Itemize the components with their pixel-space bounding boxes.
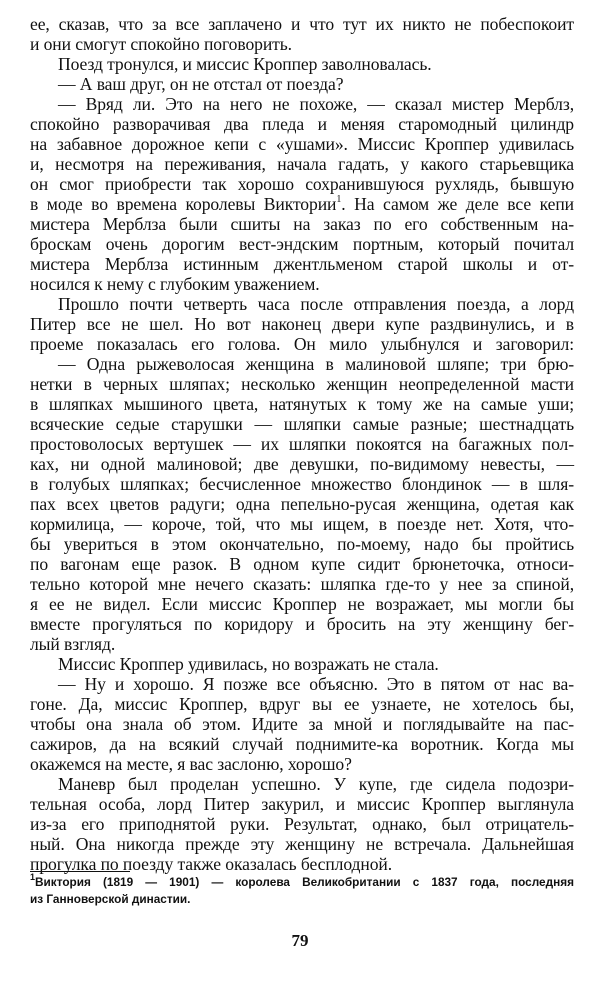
text-line: всяческие седые старушки — шляпки самые разные; шестнадцать (30, 414, 574, 434)
text-line: простоволосых вертушек — их шляпки покоятся на багажных пол- (30, 434, 574, 454)
text-line: сажиров, да на всякий случай поднимите-ка воротник. Когда мы (30, 734, 574, 754)
text-line: в шляпках мышиного цвета, натянутых к тому же на самые уши; (30, 394, 574, 414)
text-segment: в моде во времена королевы Виктории (30, 194, 337, 214)
text-line: тельно которой мне нечего сказать: шляпка где-то у нее за спиной, (30, 574, 574, 594)
text-line: я ее не видел. Если миссис Кроппер не возражает, мы могли бы (30, 594, 574, 614)
text-line: кормилица, — короче, той, что мы ищем, в поезде нет. Хотя, что- (30, 514, 574, 534)
footnote-line (30, 874, 574, 891)
text-line: Питер все не шел. Но вот наконец двери купе раздвинулись, и в (30, 314, 574, 334)
footnote-reference: 1 (336, 194, 342, 206)
text-segment: . На самом же деле все кепи (341, 194, 574, 214)
text-line: ках, ни одной малиновой; две девушки, по-видимому невесты, — (30, 454, 574, 474)
text-line: бы увериться в этом окончательно, по-моему, надо бы пройтись (30, 534, 574, 554)
text-line: ее, сказав, что за все заплачено и что тут их никто не побеспокоит (30, 14, 574, 34)
text-line: броскам очень дорогим вест-эндским портным, который почитал (30, 234, 574, 254)
text-line: Прошло почти четверть часа после отправления поезда, а лорд (58, 294, 574, 314)
text-line: по вагонам еще разок. В одном купе сидит брюнеточка, относи- (30, 554, 574, 574)
text-line: чтобы она знала об этом. Идите за мной и поглядывайте на пас- (30, 714, 574, 734)
text-line: пах всех цветов радуги; одна пепельно-русая женщина, одетая как (30, 494, 574, 514)
text-line: спокойно разворачивая два пледа и меняя старомодный цилиндр (30, 114, 574, 134)
text-line: и они смогут спокойно поговорить. (30, 34, 292, 54)
text-line: проеме показалась его голова. Он мило улыбнулся и заговорил: (30, 334, 574, 354)
text-line (30, 194, 574, 214)
text-line: лый взгляд. (30, 634, 116, 654)
text-line: в голубых шляпках; бесчисленное множество блондинок — в шля- (30, 474, 574, 494)
text-line: прогулка по поезду также оказалась бесплодной. (30, 854, 393, 874)
text-line: он смог приобрести так хорошо сохранившуюся рухлядь, бывшую (30, 174, 574, 194)
text-line: окажемся на месте, я вас заслоню, хорошо? (30, 754, 352, 774)
text-line: — Вряд ли. Это на него не похоже, — сказал мистер Мерблз, (58, 94, 574, 114)
text-line: Миссис Кроппер удивилась, но возражать не стала. (58, 654, 439, 674)
text-line: — Ну и хорошо. Я позже все объясню. Это в пятом от нас ва- (58, 674, 574, 694)
text-line: гоне. Да, миссис Кроппер, вдруг вы ее узнаете, не хотелось бы, (30, 694, 574, 714)
text-line: на забавное дорожное кепи с «ушами». Миссис Кроппер удивилась (30, 134, 574, 154)
page-body (30, 14, 574, 874)
text-line: носился к нему с глубоким уважением. (30, 274, 320, 294)
footnote-divider (30, 871, 130, 872)
footnote (30, 874, 574, 908)
text-line: — А ваш друг, он не отстал от поезда? (58, 74, 344, 94)
text-line: тельная особа, лорд Питер закурил, и миссис Кроппер выглянула (30, 794, 574, 814)
footnote-line: из Ганноверской династии. (30, 892, 191, 906)
text-line: Маневр был проделан успешно. У купе, где сидела подозри- (58, 774, 574, 794)
text-line: нетки в черных шляпах; несколько женщин неопределенной масти (30, 374, 574, 394)
footnote-text: Виктория (1819 — 1901) — королева Великобритании с 1837 года, последняя (35, 875, 574, 889)
text-line: Поезд тронулся, и миссис Кроппер заволновалась. (58, 54, 432, 74)
text-line: из-за его приподнятой руки. Результат, однако, был отрицатель- (30, 814, 574, 834)
text-line: — Одна рыжеволосая женщина в малиновой шляпе; три брю- (58, 354, 574, 374)
text-line: вместе прогуляться по коридору и бросить на эту женщину бег- (30, 614, 574, 634)
footnote-marker: 1 (30, 872, 36, 883)
text-line: мистера Мерблза истинным джентльменом старой школы и от- (30, 254, 574, 274)
text-line: ный. Она никогда прежде эту женщину не встречала. Дальнейшая (30, 834, 574, 854)
page-number: 79 (291, 931, 309, 950)
text-line: мистера Мерблза были сшиты на заказ по его собственным на- (30, 214, 574, 234)
text-line: и, несмотря на переживания, начала гадать, у какого старьевщика (30, 154, 574, 174)
